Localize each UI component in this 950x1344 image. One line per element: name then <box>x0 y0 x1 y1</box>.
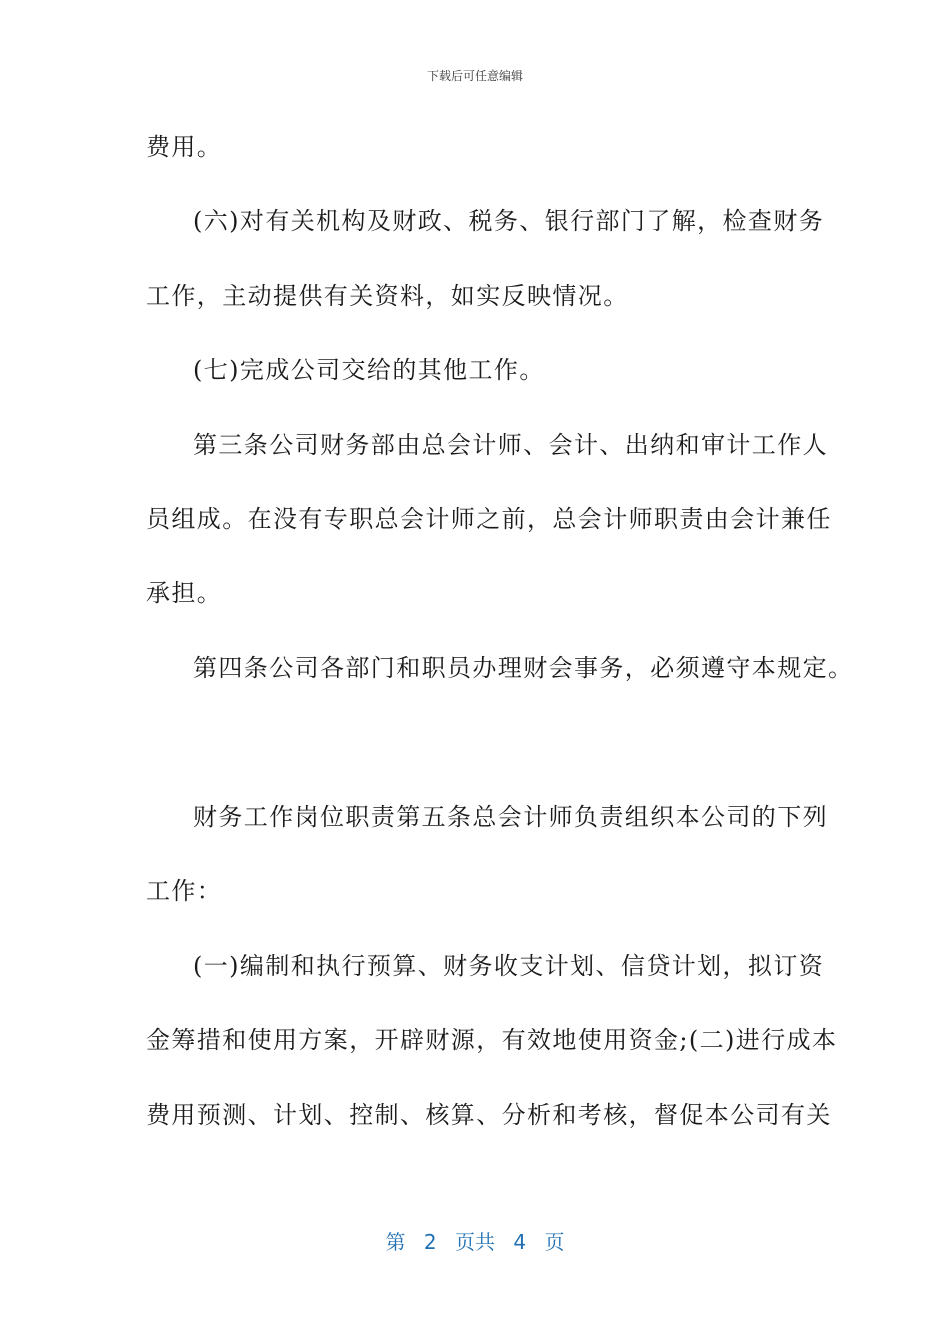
text-line: 费用预测、计划、控制、核算、分析和考核，督促本公司有关 <box>146 1101 832 1129</box>
text-line: 第三条公司财务部由总会计师、会计、出纳和审计工作人 <box>193 431 828 459</box>
text-line: 承担。 <box>146 579 223 607</box>
text-line: (一)编制和执行预算、财务收支计划、信贷计划，拟订资 <box>193 952 825 980</box>
footer-page-number: 2 <box>423 1230 437 1254</box>
text-line: (七)完成公司交给的其他工作。 <box>193 356 545 384</box>
text-line: 工作，主动提供有关资料，如实反映情况。 <box>146 282 629 310</box>
text-line: 金筹措和使用方案，开辟财源，有效地使用资金;(二)进行成本 <box>146 1026 838 1054</box>
page-header: 下载后可任意编辑 <box>426 69 523 83</box>
page-footer <box>0 1226 950 1255</box>
footer-total-pages: 4 <box>513 1230 527 1254</box>
text-line: 财务工作岗位职责第五条总会计师负责组织本公司的下列 <box>193 803 828 831</box>
text-line: 费用。 <box>146 133 223 161</box>
text-line: (六)对有关机构及财政、税务、银行部门了解，检查财务 <box>193 207 825 235</box>
footer-suffix: 页 <box>544 1230 565 1254</box>
footer-middle: 页共 <box>455 1230 495 1254</box>
text-line: 第四条公司各部门和职员办理财会事务，必须遵守本规定。 <box>193 654 854 682</box>
text-line: 员组成。在没有专职总会计师之前，总会计师职责由会计兼任 <box>146 505 832 533</box>
text-line: 工作： <box>146 877 223 905</box>
footer-prefix: 第 <box>385 1230 406 1254</box>
